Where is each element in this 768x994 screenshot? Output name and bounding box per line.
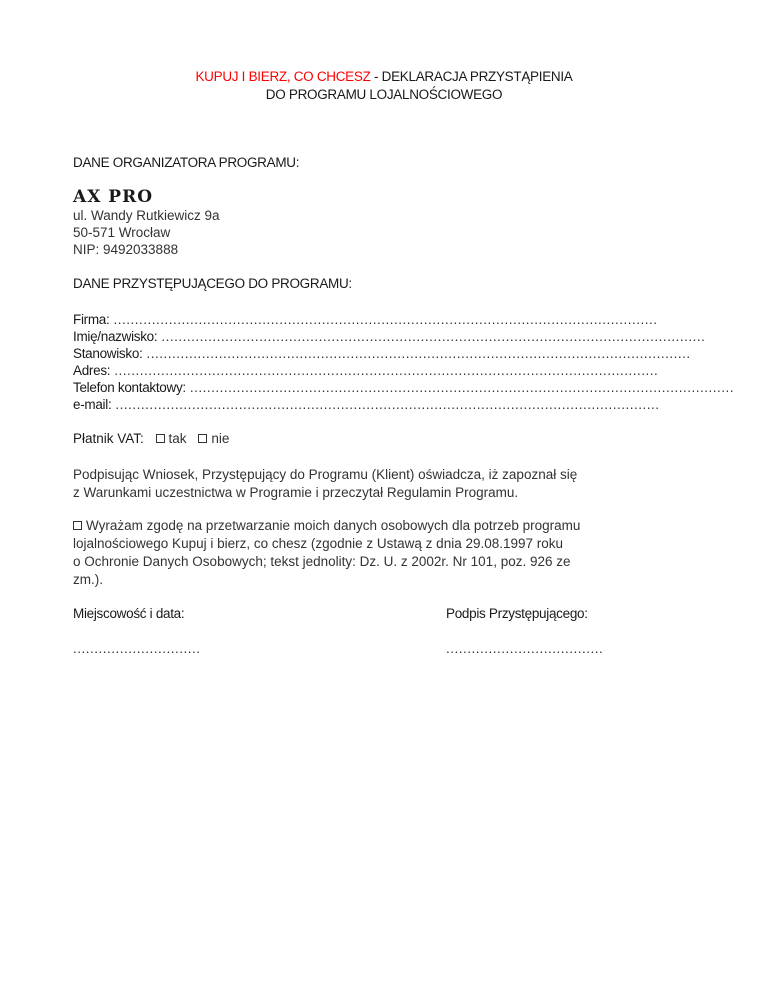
field-adres-label: Adres:: [73, 363, 111, 378]
vat-label: Płatnik VAT:: [73, 431, 144, 446]
vat-no-checkbox[interactable]: [198, 434, 207, 443]
consent-line-2: lojalnościowego Kupuj i bierz, co chesz (zgodnie z Ustawą z dnia 29.08.1997 roku: [73, 536, 564, 551]
field-email[interactable]: [73, 396, 660, 413]
organizer-street: ul. Wandy Rutkiewicz 9a: [73, 208, 220, 223]
participant-heading: DANE PRZYSTĘPUJĄCEGO DO PROGRAMU:: [73, 276, 352, 291]
field-firma-label: Firma:: [73, 312, 110, 327]
field-adres[interactable]: [73, 362, 659, 379]
vat-payer-row: [73, 430, 229, 448]
place-date-line[interactable]: ..............................: [73, 641, 201, 656]
vat-no-label: nie: [211, 431, 230, 446]
field-telefon-label: Telefon kontaktowy:: [73, 380, 186, 395]
signature-line[interactable]: .....................................: [446, 641, 604, 656]
consent-paragraph: [73, 517, 613, 589]
vat-yes-checkbox[interactable]: [156, 434, 165, 443]
consent-line-4: zm.).: [73, 572, 103, 587]
consent-line-1: [73, 517, 613, 535]
field-email-label: e-mail:: [73, 397, 112, 412]
organizer-nip: NIP: 9492033888: [73, 242, 179, 257]
field-imie-nazwisko-line[interactable]: ................................................................................................................................: [161, 329, 706, 344]
document-title: [0, 68, 768, 104]
consent-checkbox[interactable]: [73, 521, 82, 530]
field-stanowisko-label: Stanowisko:: [73, 346, 143, 361]
consent-line-1-text: Wyrażam zgodę na przetwarzanie moich danych osobowych dla potrzeb programu: [86, 518, 581, 533]
field-stanowisko-line[interactable]: ................................................................................................................................: [146, 346, 691, 361]
consent-line-3: o Ochronie Danych Osobowych; tekst jednolity: Dz. U. z 2002r. Nr 101, poz. 926 ze: [73, 554, 571, 569]
title-line-1: [0, 68, 768, 86]
field-telefon-line[interactable]: ................................................................................................................................: [189, 380, 734, 395]
declaration-line-1: Podpisując Wniosek, Przystępujący do Programu (Klient) oświadcza, iż zapoznał się: [73, 467, 578, 482]
declaration-line-2: z Warunkami uczestnictwa w Programie i przeczytał Regulamin Programu.: [73, 485, 519, 500]
declaration-paragraph: [73, 466, 613, 502]
field-firma[interactable]: [73, 311, 658, 328]
field-adres-line[interactable]: ................................................................................................................................: [114, 363, 659, 378]
place-date-label: Miejscowość i data:: [73, 606, 185, 621]
field-telefon[interactable]: [73, 379, 734, 396]
vat-yes-label: tak: [168, 431, 187, 446]
organizer-heading: DANE ORGANIZATORA PROGRAMU:: [73, 155, 300, 170]
field-email-line[interactable]: ................................................................................................................................: [115, 397, 660, 412]
title-line-2: DO PROGRAMU LOJALNOŚCIOWEGO: [265, 87, 503, 102]
field-stanowisko[interactable]: [73, 345, 691, 362]
title-declaration-text: - DEKLARACJA PRZYSTĄPIENIA: [370, 69, 573, 84]
field-imie-nazwisko-label: Imię/nazwisko:: [73, 329, 158, 344]
field-imie-nazwisko[interactable]: [73, 328, 706, 345]
organizer-city: 50-571 Wrocław: [73, 225, 171, 240]
title-program-name: KUPUJ I BIERZ, CO CHCESZ: [195, 69, 371, 84]
organizer-logo: AX PRO: [73, 187, 154, 207]
signature-label: Podpis Przystępującego:: [446, 606, 588, 621]
field-firma-line[interactable]: ................................................................................................................................: [113, 312, 658, 327]
